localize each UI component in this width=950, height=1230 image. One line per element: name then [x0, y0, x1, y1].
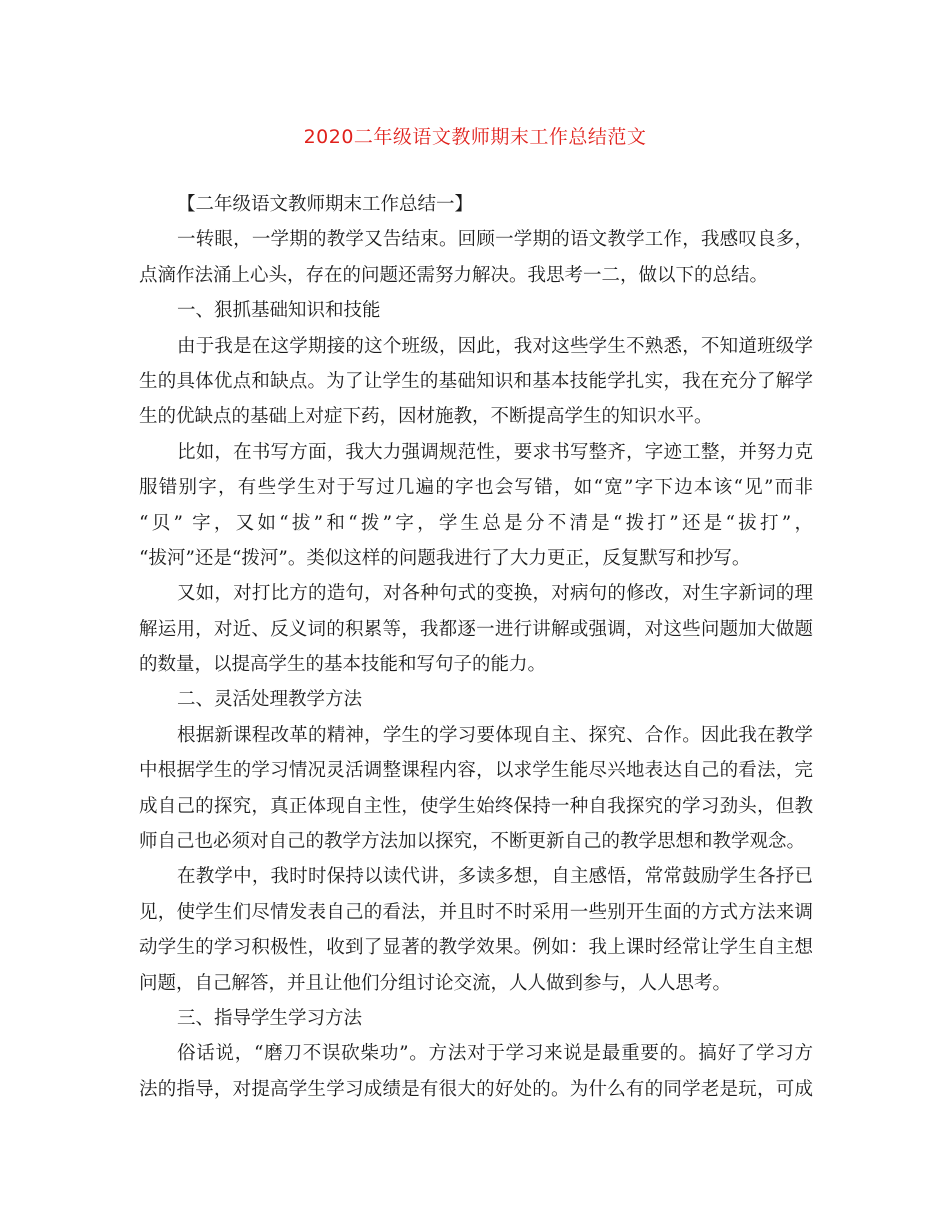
paragraph-line: 生的优缺点的基础上对症下药，因材施教，不断提高学生的知识水平。	[139, 406, 713, 428]
paragraph-line: 问题，自己解答，并且让他们分组讨论交流，人人做到参与，人人思考。	[139, 972, 732, 994]
subsection-heading: 二、灵活处理教学方法	[177, 689, 363, 711]
paragraph-line: 师自己也必须对自己的教学方法加以探究，不断更新自己的教学思想和教学观念。	[139, 831, 806, 853]
paragraph-line: 见，使学生们尽情发表自己的看法，并且时不时采用一些别开生面的方式方法来调	[139, 901, 813, 923]
subsection-heading: 一、狠抓基础知识和技能	[177, 300, 381, 322]
paragraph-line: 生的具体优点和缺点。为了让学生的基础知识和基本技能学扎实，我在充分了解学	[139, 370, 813, 392]
paragraph-line: 比如，在书写方面，我大力强调规范性，要求书写整齐，字迹工整，并努力克	[177, 441, 813, 463]
paragraph-line: 一转眼，一学期的教学又告结束。回顾一学期的语文教学工作，我感叹良多，	[177, 229, 813, 251]
paragraph-line: “贝” 字，又如“拔”和“拨”字，学生总是分不清是“拨打”还是“拔打”，	[139, 512, 813, 534]
subsection-heading: 三、指导学生学习方法	[177, 1007, 363, 1029]
document-body	[139, 187, 813, 1107]
paragraph-line: 又如，对打比方的造句，对各种句式的变换，对病句的修改，对生字新词的理	[177, 583, 813, 605]
paragraph-line: 服错别字，有些学生对于写过几遍的字也会写错，如“宽”字下边本该“见”而非	[139, 477, 813, 499]
paragraph-line: 成自己的探究，真正体现自主性，使学生始终保持一种自我探究的学习劲头，但教	[139, 795, 813, 817]
document-title: 2020二年级语文教师期末工作总结范文	[303, 126, 647, 148]
paragraph-line: 法的指导，对提高学生学习成绩是有很大的好处的。为什么有的同学老是玩，可成	[139, 1078, 813, 1100]
paragraph-line: 的数量，以提高学生的基本技能和写句子的能力。	[139, 654, 547, 676]
paragraph-line: 解运用，对近、反义词的积累等，我都逐一进行讲解或强调，对这些问题加大做题	[139, 618, 813, 640]
paragraph-line: 在教学中，我时时保持以读代讲，多读多想，自主感悟，常常鼓励学生各抒已	[177, 866, 813, 888]
paragraph-line: 动学生的学习积极性，收到了显著的教学效果。例如：我上课时经常让学生自主想	[139, 937, 813, 959]
paragraph-line: 点滴作法涌上心头，存在的问题还需努力解决。我思考一二，做以下的总结。	[139, 264, 769, 286]
paragraph-line: 俗话说，“磨刀不误砍柴功”。方法对于学习来说是最重要的。搞好了学习方	[177, 1043, 813, 1065]
paragraph-line: 根据新课程改革的精神，学生的学习要体现自主、探究、合作。因此我在教学	[177, 724, 813, 746]
paragraph-line: “拔河”还是“拨河”。类似这样的问题我进行了大力更正，反复默写和抄写。	[139, 547, 751, 569]
section-heading: 【二年级语文教师期末工作总结一】	[177, 194, 474, 215]
paragraph-line: 中根据学生的学习情况灵活调整课程内容，以求学生能尽兴地表达自己的看法，完	[139, 760, 813, 782]
paragraph-line: 由于我是在这学期接的这个班级，因此，我对这些学生不熟悉，不知道班级学	[177, 335, 813, 357]
